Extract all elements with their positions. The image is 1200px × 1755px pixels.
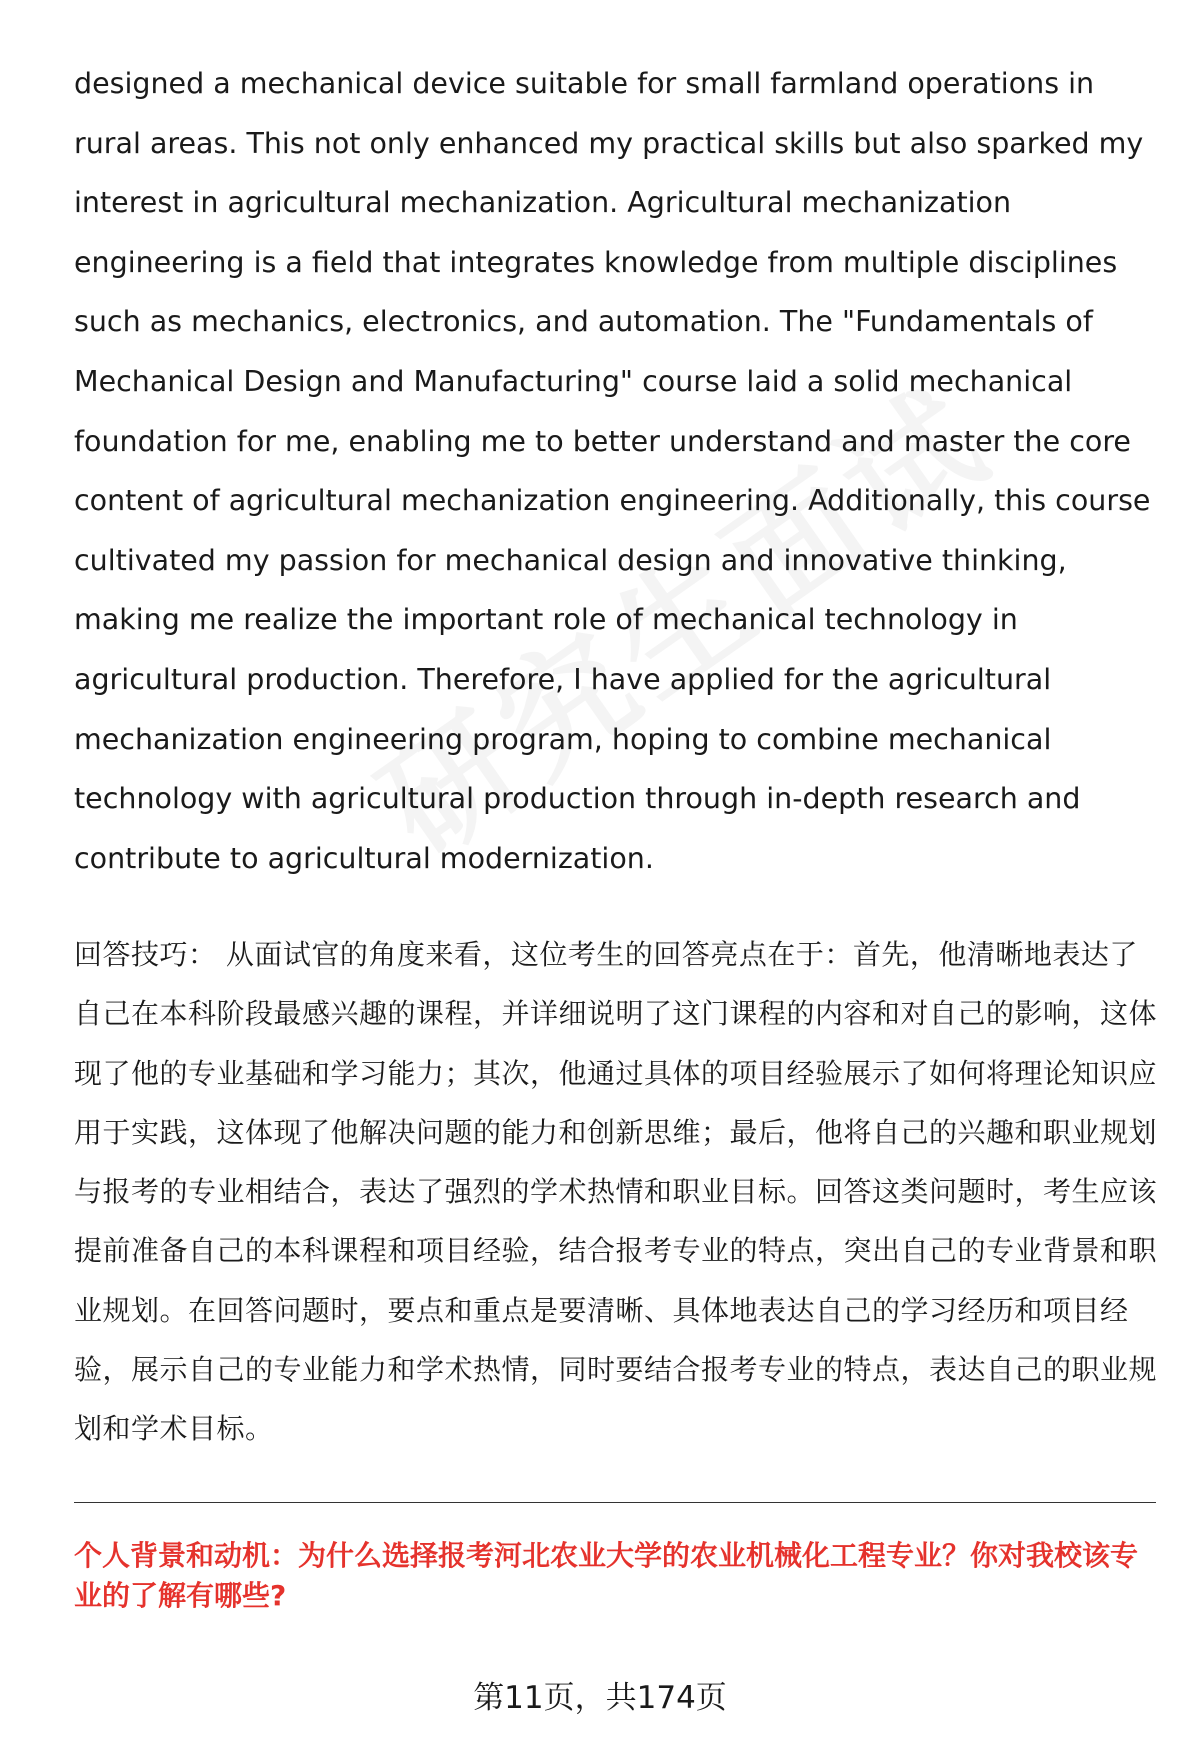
section-divider <box>74 1502 1156 1503</box>
english-answer-paragraph: designed a mechanical device suitable for small farmland operations in rural areas. This not only enhanced my practical skills but also sparked my interest in agricultural mechanization. Agricultural mechanization engineering is a field that integrates knowledge from multiple disciplines such as mechanics, electronics, and automation. The "Fundamentals of Mechanical Design and Manufacturing" course laid a solid mechanical foundation for me, enabling me to better understand and master the core content of agricultural mechanization engineering. Additionally, this course cultivated my passion for mechanical design and innovative thinking, making me realize the important role of mechanical technology in agricultural production. Therefore, I have applied for the agricultural mechanization engineering program, hoping to combine mechanical technology with agricultural production through in-depth research and contribute to agricultural modernization. <box>74 67 1151 875</box>
answer-tips-paragraph: 回答技巧： 从面试官的角度来看，这位考生的回答亮点在于：首先，他清晰地表达了自己在本科阶段最感兴趣的课程，并详细说明了这门课程的内容和对自己的影响，这体现了他的专业基础和学习能力；其次，他通过具体的项目经验展示了如何将理论知识应用于实践，这体现了他解决问题的能力和创新思维；最后，他将自己的兴趣和职业规划与报考的专业相结合，表达了强烈的学术热情和职业目标。回答这类问题时，考生应该提前准备自己的本科课程和项目经验，结合报考专业的特点，突出自己的专业背景和职业规划。在回答问题时，要点和重点是要清晰、具体地表达自己的学习经历和项目经验，展示自己的专业能力和学术热情，同时要结合报考专业的特点，表达自己的职业规划和学术目标。 <box>74 938 1158 1446</box>
page-number-footer: 第11页，共174页 <box>473 1680 727 1716</box>
next-question-heading: 个人背景和动机：为什么选择报考河北农业大学的农业机械化工程专业？你对我校该专业的了解有哪些? <box>74 1539 1139 1612</box>
